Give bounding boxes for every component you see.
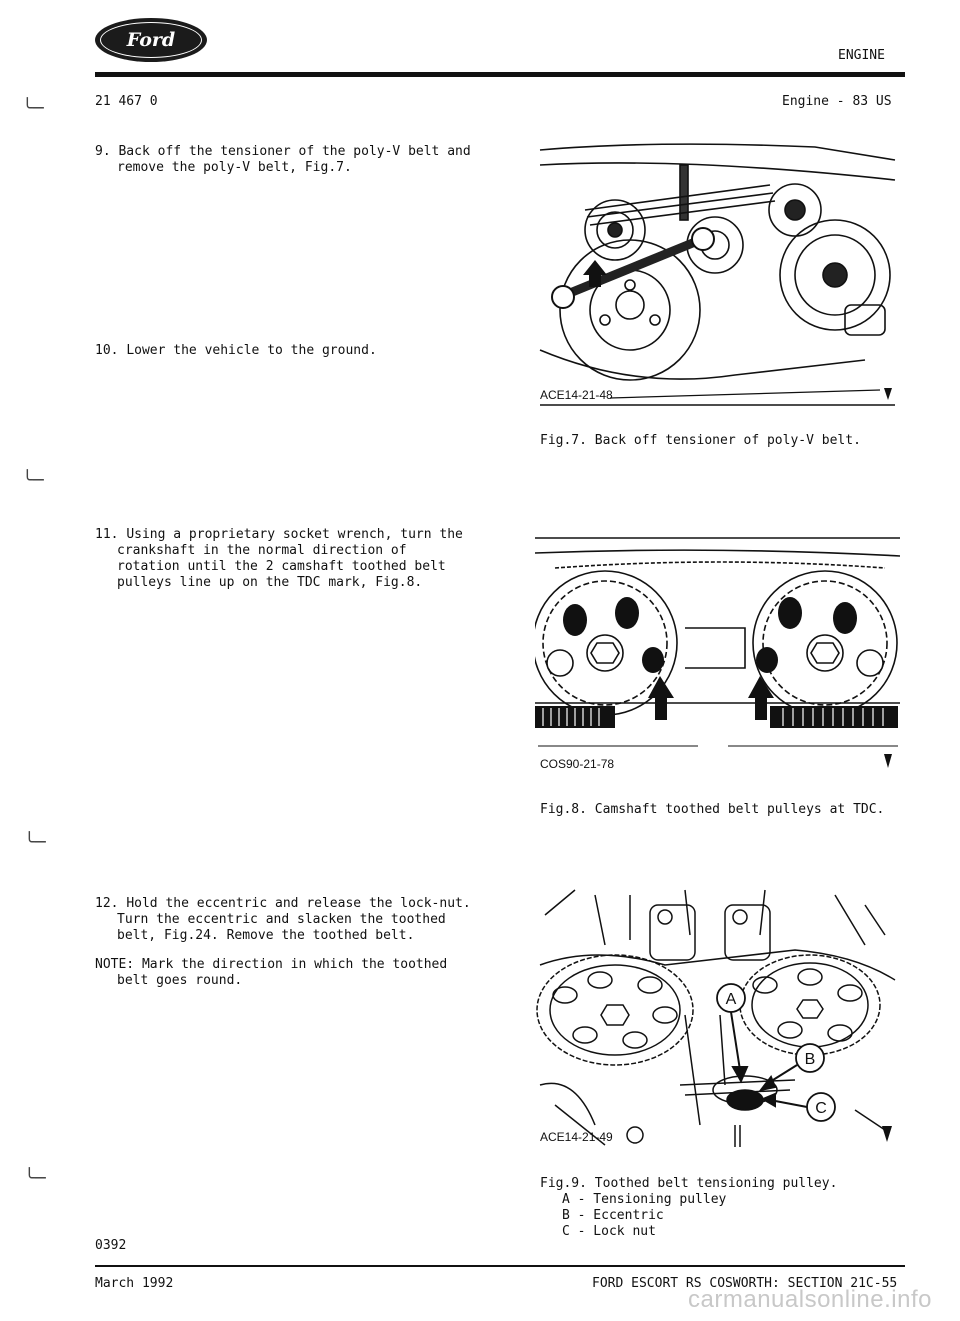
step-number: 12.	[95, 896, 119, 911]
step-text: pulleys line up on the TDC mark, Fig.8.	[117, 575, 423, 590]
engine-label: Engine - 83 US	[782, 94, 892, 109]
callout-a-label: A	[725, 991, 737, 1008]
step-text: Turn the eccentric and slacken the toothed	[117, 912, 446, 927]
step-12	[95, 896, 495, 944]
figure-9-legend-item: A - Tensioning pulley	[562, 1192, 727, 1207]
footer-rule	[95, 1265, 905, 1267]
step-10	[95, 343, 495, 359]
figure-9-illustration	[535, 885, 900, 1150]
step-11	[95, 527, 495, 591]
callout-b-label: B	[804, 1051, 816, 1068]
watermark: carmanualsonline.info	[688, 1286, 932, 1313]
note	[95, 957, 495, 989]
figure-8-code: COS90-21-78	[540, 757, 615, 771]
footer-date: March 1992	[95, 1276, 174, 1291]
step-text: belt, Fig.24. Remove the toothed belt.	[117, 928, 415, 943]
step-text: Back off the tensioner of the poly-V belt and	[118, 144, 471, 159]
figure-7-caption: Fig.7. Back off tensioner of poly-V belt.	[540, 433, 861, 448]
ford-logo-text: Ford	[100, 22, 202, 58]
figure-7-code-line	[610, 386, 900, 404]
figure-9-legend-item: C - Lock nut	[562, 1224, 656, 1239]
header-rule	[95, 72, 905, 77]
step-text: rotation until the 2 camshaft toothed belt	[117, 559, 446, 574]
figure-9-caption-title: Fig.9. Toothed belt tensioning pulley.	[540, 1176, 838, 1191]
figure-8-divider	[538, 743, 900, 757]
figure-9-code-mark	[880, 1124, 894, 1144]
figure-8-code-mark	[882, 752, 894, 770]
step-9	[95, 144, 495, 176]
step-number: 11.	[95, 527, 119, 542]
section-title: ENGINE	[838, 48, 885, 63]
margin-mark: ╰─	[24, 1168, 46, 1189]
figure-9-caption	[540, 1176, 837, 1240]
note-text: belt goes round.	[117, 973, 243, 988]
step-number: 9.	[95, 144, 111, 159]
figure-9-legend-item: B - Eccentric	[562, 1208, 664, 1223]
figure-8-caption: Fig.8. Camshaft toothed belt pulleys at TDC.	[540, 802, 885, 817]
step-text: remove the poly-V belt, Fig.7.	[117, 160, 352, 175]
step-number: 10.	[95, 343, 119, 358]
callout-c-label: C	[815, 1100, 827, 1117]
footer-title: FORD ESCORT RS COSWORTH: SECTION 21C-55	[592, 1276, 898, 1291]
figure-7-illustration	[535, 135, 900, 410]
figure-9-code: ACE14-21-49	[540, 1130, 613, 1144]
ford-logo	[95, 18, 207, 62]
figure-7-code: ACE14-21-48	[540, 388, 613, 402]
page-code: 0392	[95, 1238, 127, 1253]
margin-mark: ╰─	[22, 98, 44, 119]
step-text: Lower the vehicle to the ground.	[126, 343, 377, 358]
step-text: crankshaft in the normal direction of	[117, 543, 407, 558]
note-text: Mark the direction in which the toothed	[141, 957, 448, 972]
note-label: NOTE:	[95, 957, 135, 972]
margin-mark: ╰─	[22, 470, 44, 491]
step-text: Hold the eccentric and release the lock-nut.	[126, 896, 471, 911]
figure-8-illustration	[535, 528, 900, 743]
doc-number: 21 467 0	[95, 94, 158, 109]
margin-mark: ╰─	[24, 832, 46, 853]
step-text: Using a proprietary socket wrench, turn the	[126, 527, 463, 542]
